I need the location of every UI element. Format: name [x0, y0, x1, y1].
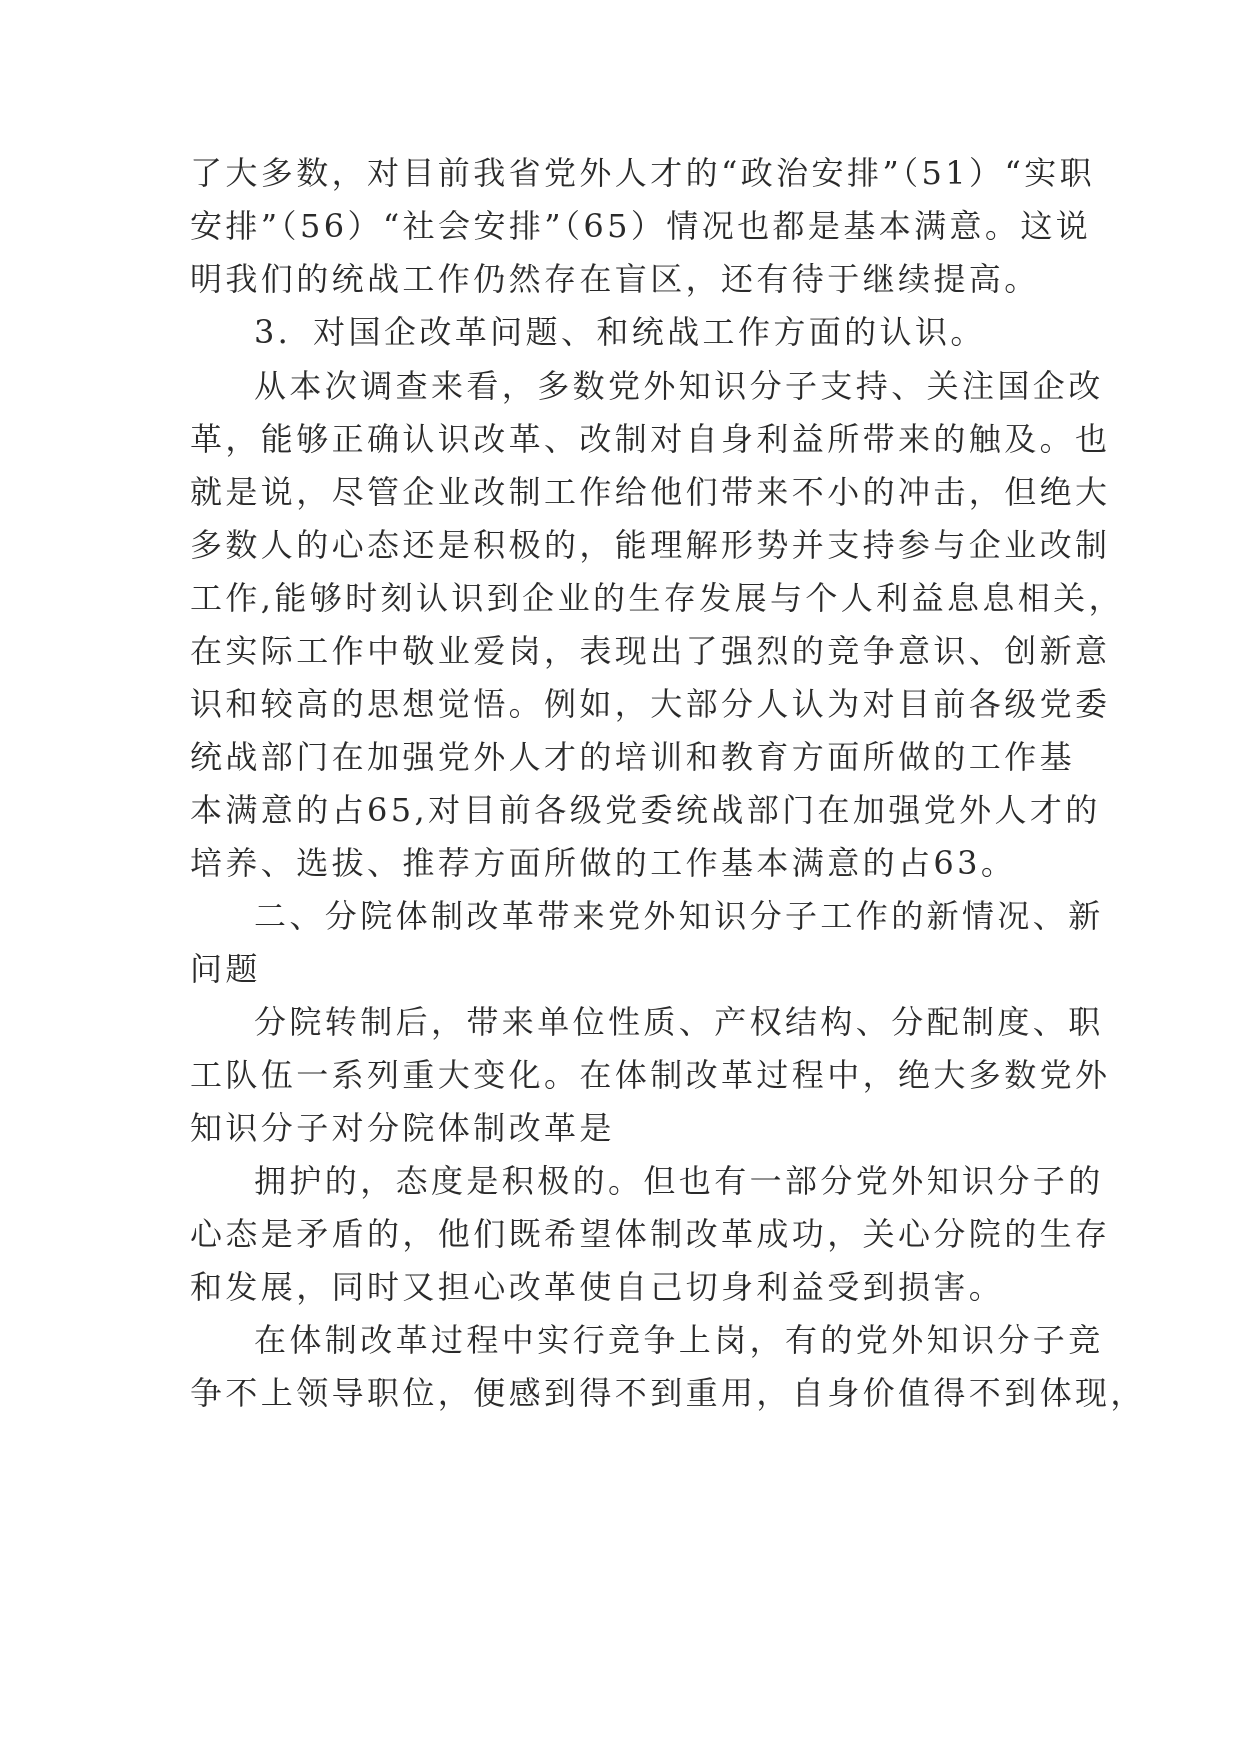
text-line: 知识分子对分院体制改革是: [190, 1109, 615, 1147]
text-line: 多数人的心态还是积极的，能理解形势并支持参与企业改制: [190, 526, 1111, 564]
text-line: 安排”（56）“社会安排”（65）情况也都是基本满意。这说: [190, 207, 1092, 245]
section-heading-continued: 问题: [190, 950, 261, 988]
text-line: 在实际工作中敬业爱岗，表现出了强烈的竞争意识、创新意: [190, 632, 1111, 670]
text-line: 工作,能够时刻认识到企业的生存发展与个人利益息息相关，: [190, 579, 1124, 617]
text-line: 明我们的统战工作仍然存在盲区，还有待于继续提高。: [190, 260, 1040, 298]
text-line: 工队伍一系列重大变化。在体制改革过程中，绝大多数党外: [190, 1056, 1111, 1094]
text-line: 从本次调查来看，多数党外知识分子支持、关注国企改: [254, 367, 1104, 405]
text-line: 统战部门在加强党外人才的培训和教育方面所做的工作基: [190, 738, 1076, 776]
text-line: 培养、选拔、推荐方面所做的工作基本满意的占63。: [190, 844, 1017, 882]
text-line: 在体制改革过程中实行竞争上岗，有的党外知识分子竞: [254, 1321, 1104, 1359]
section-heading: 二、分院体制改革带来党外知识分子工作的新情况、新: [254, 897, 1104, 935]
text-line: 争不上领导职位，便感到得不到重用，自身价值得不到体现，: [190, 1374, 1146, 1412]
text-line: 拥护的，态度是积极的。但也有一部分党外知识分子的: [254, 1162, 1104, 1200]
text-line: 了大多数，对目前我省党外人才的“政治安排”（51）“实职: [190, 154, 1095, 192]
text-line: 心态是矛盾的，他们既希望体制改革成功，关心分院的生存: [190, 1215, 1111, 1253]
text-line: 本满意的占65,对目前各级党委统战部门在加强党外人才的: [190, 791, 1101, 829]
text-line: 革，能够正确认识改革、改制对自身利益所带来的触及。也: [190, 420, 1111, 458]
text-line: 识和较高的思想觉悟。例如，大部分人认为对目前各级党委: [190, 685, 1111, 723]
section-heading: 3．对国企改革问题、和统战工作方面的认识。: [254, 313, 986, 351]
text-line: 分院转制后，带来单位性质、产权结构、分配制度、职: [254, 1003, 1104, 1041]
text-line: 就是说，尽管企业改制工作给他们带来不小的冲击，但绝大: [190, 473, 1111, 511]
text-line: 和发展，同时又担心改革使自己切身利益受到损害。: [190, 1268, 1005, 1306]
